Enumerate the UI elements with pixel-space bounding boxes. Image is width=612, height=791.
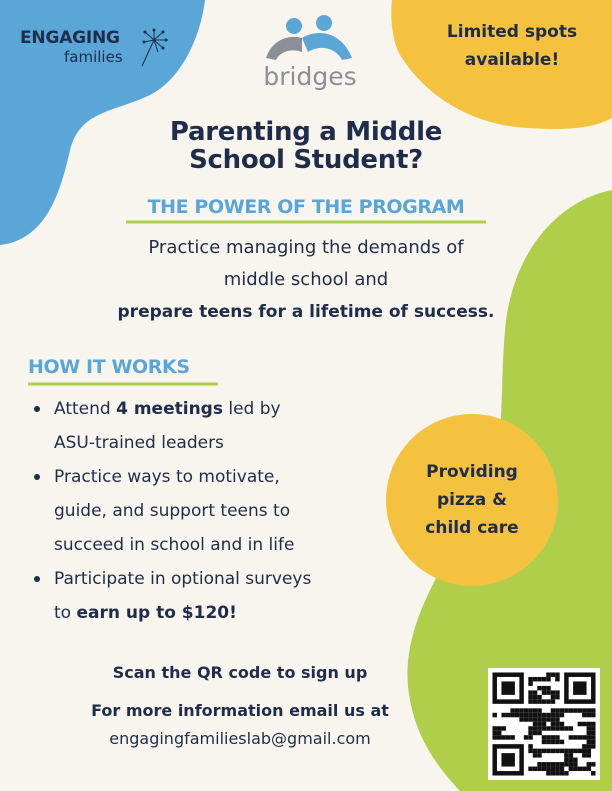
bridges-wordmark: bridges: [263, 62, 357, 91]
item3-bold2: earn up to $120!: [76, 603, 237, 623]
how-list: [28, 392, 388, 630]
limited-spots-badge: [424, 18, 600, 74]
list-item: [28, 392, 388, 460]
power-line-3: prepare teens for a lifetime of success.: [117, 302, 495, 322]
item2-line2: guide, and support teens to: [54, 501, 291, 521]
item1-post: led by: [222, 399, 281, 419]
title-line-2: School Student?: [189, 145, 423, 175]
qr-code-icon[interactable]: [488, 668, 600, 780]
dandelion-icon: [132, 26, 172, 70]
badge-line-2: available!: [464, 50, 560, 70]
item1-line2: ASU-trained leaders: [54, 433, 224, 453]
item2-line1: Practice ways to motivate,: [54, 467, 280, 487]
badge-line-1: Limited spots: [446, 22, 578, 42]
email-link[interactable]: engagingfamilieslab@gmail.com: [109, 729, 371, 748]
list-item: [28, 460, 388, 562]
power-heading: THE POWER OF THE PROGRAM: [147, 196, 465, 218]
pizza-childcare-badge: [396, 458, 548, 542]
item2-line3: succeed in school and in life: [54, 535, 295, 555]
item3-line1: Participate in optional surveys: [54, 569, 312, 589]
page-title: [120, 118, 492, 174]
item1-bold: 4 meetings: [116, 399, 223, 419]
pizza-line-1: Providing: [426, 462, 518, 482]
pizza-line-3: child care: [425, 518, 519, 538]
item3-pre2: to: [54, 603, 77, 623]
power-line-1: Practice managing the demands of: [148, 237, 464, 258]
item1-pre: Attend: [54, 399, 117, 419]
title-line-1: Parenting a Middle: [169, 117, 443, 147]
power-description: [60, 232, 552, 328]
logo-word-engaging: ENGAGING: [20, 28, 120, 48]
power-line-2: middle school and: [223, 269, 389, 290]
scan-text: Scan the QR code to sign up: [112, 663, 368, 682]
people-icon: [262, 14, 358, 66]
pizza-line-2: pizza &: [436, 490, 507, 510]
info-text: For more information email us at: [91, 701, 389, 720]
logo-word-families: families: [64, 48, 123, 66]
list-item: [28, 562, 388, 630]
footer: [20, 660, 460, 752]
how-heading: HOW IT WORKS: [28, 356, 190, 378]
